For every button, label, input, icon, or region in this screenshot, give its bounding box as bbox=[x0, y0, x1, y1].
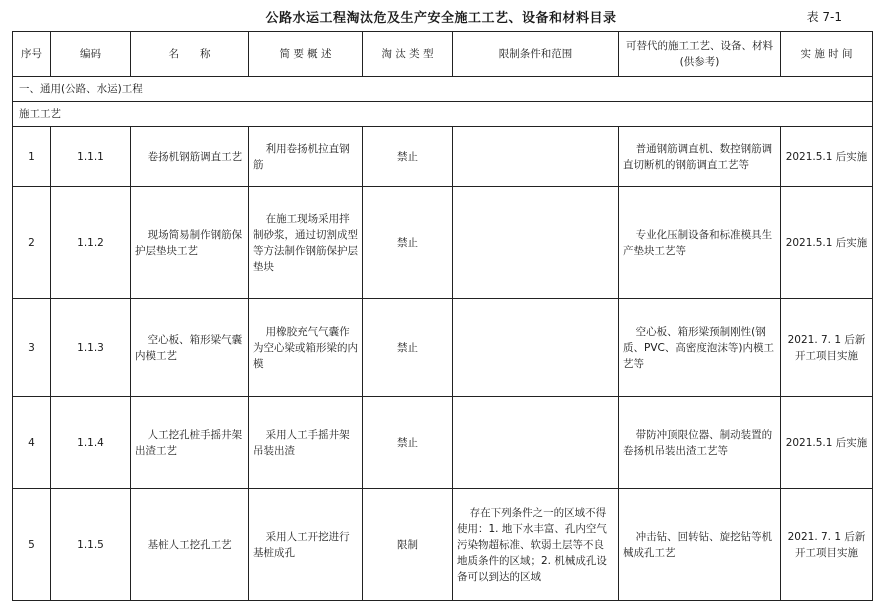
cell-alternative: 普通钢筋调直机、数控钢筋调直切断机的钢筋调直工艺等 bbox=[619, 127, 781, 187]
header-no: 序号 bbox=[13, 32, 51, 77]
table-row bbox=[13, 489, 873, 601]
table-number: 表 7-1 bbox=[806, 10, 842, 24]
document-title: 公路水运工程淘汰危及生产安全施工工艺、设备和材料目录 bbox=[265, 11, 617, 26]
cell-summary: 采用人工开挖进行基桩成孔 bbox=[249, 489, 363, 601]
header-row bbox=[13, 32, 873, 77]
cell-type: 禁止 bbox=[363, 127, 453, 187]
cell-name: 卷扬机钢筋调直工艺 bbox=[131, 127, 249, 187]
cell-name: 空心板、箱形梁气囊内模工艺 bbox=[131, 299, 249, 397]
cell-code: 1.1.1 bbox=[51, 127, 131, 187]
cell-date: 2021. 7. 1 后新开工项目实施 bbox=[781, 299, 873, 397]
header-type: 淘 汰 类 型 bbox=[363, 32, 453, 77]
cell-code: 1.1.3 bbox=[51, 299, 131, 397]
section-label: 一、通用(公路、水运)工程 bbox=[13, 77, 873, 102]
header-alternative: 可替代的施工工艺、设备、材料(供参考) bbox=[619, 32, 781, 77]
cell-limit bbox=[453, 299, 619, 397]
cell-type: 禁止 bbox=[363, 397, 453, 489]
cell-name: 现场简易制作钢筋保护层垫块工艺 bbox=[131, 187, 249, 299]
cell-no: 5 bbox=[13, 489, 51, 601]
header-date: 实 施 时 间 bbox=[781, 32, 873, 77]
cell-summary: 采用人工手摇井架吊装出渣 bbox=[249, 397, 363, 489]
cell-no: 2 bbox=[13, 187, 51, 299]
cell-limit bbox=[453, 127, 619, 187]
cell-no: 4 bbox=[13, 397, 51, 489]
cell-summary: 用橡胶充气气囊作为空心梁或箱形梁的内模 bbox=[249, 299, 363, 397]
table-row bbox=[13, 187, 873, 299]
section-row bbox=[13, 77, 873, 102]
table-row bbox=[13, 127, 873, 187]
header-limit: 限制条件和范围 bbox=[453, 32, 619, 77]
cell-code: 1.1.2 bbox=[51, 187, 131, 299]
cell-limit: 存在下列条件之一的区域不得使用：1. 地下水丰富、孔内空气污染物超标准、软弱土层等不良地质条件的区域；2. 机械成孔设备可以到达的区域 bbox=[453, 489, 619, 601]
cell-summary: 利用卷扬机拉直钢筋 bbox=[249, 127, 363, 187]
subsection-row bbox=[13, 102, 873, 127]
header-summary: 简 要 概 述 bbox=[249, 32, 363, 77]
table-row bbox=[13, 299, 873, 397]
cell-type: 禁止 bbox=[363, 187, 453, 299]
header-name: 名 称 bbox=[131, 32, 249, 77]
header-code: 编码 bbox=[51, 32, 131, 77]
cell-code: 1.1.5 bbox=[51, 489, 131, 601]
cell-code: 1.1.4 bbox=[51, 397, 131, 489]
cell-alternative: 空心板、箱形梁预制刚性(钢质、PVC、高密度泡沫等)内模工艺等 bbox=[619, 299, 781, 397]
table-row bbox=[13, 397, 873, 489]
cell-alternative: 专业化压制设备和标准模具生产垫块工艺等 bbox=[619, 187, 781, 299]
cell-type: 限制 bbox=[363, 489, 453, 601]
cell-type: 禁止 bbox=[363, 299, 453, 397]
cell-summary: 在施工现场采用拌制砂浆，通过切割成型等方法制作钢筋保护层垫块 bbox=[249, 187, 363, 299]
cell-no: 1 bbox=[13, 127, 51, 187]
subsection-label: 施工工艺 bbox=[13, 102, 873, 127]
cell-limit bbox=[453, 397, 619, 489]
cell-alternative: 冲击钻、回转钻、旋挖钻等机械成孔工艺 bbox=[619, 489, 781, 601]
cell-alternative: 带防冲顶限位器、制动装置的卷扬机吊装出渣工艺等 bbox=[619, 397, 781, 489]
catalog-table bbox=[12, 31, 873, 601]
cell-date: 2021. 7. 1 后新开工项目实施 bbox=[781, 489, 873, 601]
cell-date: 2021.5.1 后实施 bbox=[781, 127, 873, 187]
cell-date: 2021.5.1 后实施 bbox=[781, 187, 873, 299]
cell-no: 3 bbox=[13, 299, 51, 397]
cell-date: 2021.5.1 后实施 bbox=[781, 397, 873, 489]
cell-limit bbox=[453, 187, 619, 299]
cell-name: 人工挖孔桩手摇井架出渣工艺 bbox=[131, 397, 249, 489]
cell-name: 基桩人工挖孔工艺 bbox=[131, 489, 249, 601]
